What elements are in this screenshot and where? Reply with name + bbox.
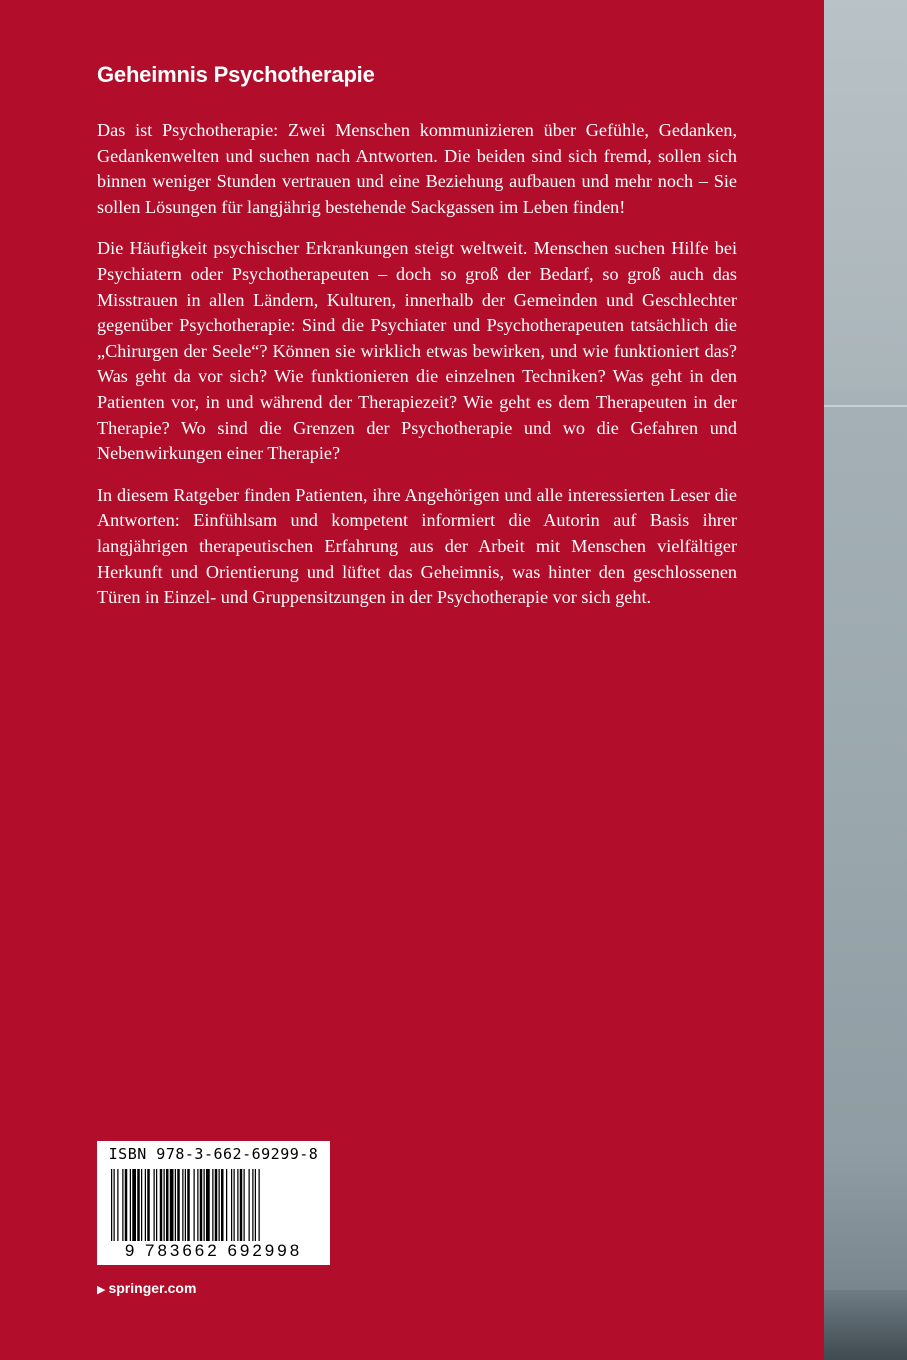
isbn-barcode <box>97 1141 330 1265</box>
blurb-paragraph-3: In diesem Ratgeber finden Patienten, ihre Angehörigen und alle interessierten Leser die Antworten: Einfühlsam und kompetent informiert die Autorin auf Basis ihrer langjährigen therapeutischen Erfahrung aus der Arbeit mit Menschen vielfältiger Herkunft und Orientierung und lüftet das Geheimnis, was hinter den geschlossenen Türen in Einzel- und Gruppensitzungen in der Psychotherapie vor sich geht. <box>97 484 737 608</box>
barcode-bar <box>164 1169 165 1241</box>
barcode-bar <box>200 1169 203 1241</box>
barcode-bar <box>122 1169 123 1241</box>
barcode-bar <box>177 1169 180 1241</box>
blurb-paragraph-1: Das ist Psychotherapie: Zwei Menschen kommunizieren über Gefühle, Gedanken, Gedankenwelten und suchen nach Antworten. Die beiden sind sich fremd, sollen sich binnen weniger Stunden vertrauen und eine Beziehung aufbauen und mehr noch – Sie sollen Lösungen für langjährig bestehende Sackgassen im Leben finden! <box>97 120 737 217</box>
barcode-bar <box>132 1169 136 1241</box>
barcode-bar <box>252 1169 253 1241</box>
barcode-bar <box>117 1169 118 1241</box>
barcode-bar <box>240 1169 243 1241</box>
cover-edge-photo <box>824 0 907 1360</box>
barcode-bar <box>212 1169 213 1241</box>
barcode-bar <box>125 1169 128 1241</box>
cover-edge-floor <box>824 1290 907 1360</box>
barcode-bar <box>147 1169 150 1241</box>
barcode-bar <box>244 1169 245 1241</box>
barcode-bar <box>194 1169 195 1241</box>
barcode-bar <box>187 1169 190 1241</box>
barcode-bar <box>234 1169 235 1241</box>
isbn-label: ISBN 978-3-662-69299-8 <box>108 1145 319 1163</box>
book-title: Geheimnis Psychotherapie <box>97 62 375 87</box>
barcode-bar <box>221 1169 224 1241</box>
barcode-bar <box>175 1169 176 1241</box>
cover-edge-horizon <box>824 405 907 407</box>
barcode-bar <box>206 1169 210 1241</box>
springer-link[interactable] <box>97 1280 196 1296</box>
springer-link-text: springer.com <box>108 1280 197 1296</box>
barcode-bar <box>145 1169 146 1241</box>
blurb <box>97 118 737 627</box>
barcode-bar <box>226 1169 227 1241</box>
barcode-bar <box>249 1169 250 1241</box>
barcode-bar <box>231 1169 232 1241</box>
barcode-bar <box>166 1169 169 1241</box>
barcode-bar <box>215 1169 218 1241</box>
barcode-bar <box>197 1169 198 1241</box>
barcode-bar <box>141 1169 142 1241</box>
barcode-bar <box>154 1169 155 1241</box>
barcode-bar <box>160 1169 163 1241</box>
play-arrow-icon: ▶ <box>97 1284 106 1296</box>
barcode-bar <box>114 1169 115 1241</box>
barcode-bar <box>259 1169 260 1241</box>
barcode-bar <box>219 1169 220 1241</box>
barcode-bar <box>170 1169 174 1241</box>
barcode-bar <box>137 1169 140 1241</box>
barcode-bar <box>130 1169 131 1241</box>
barcode-bar <box>156 1169 157 1241</box>
blurb-paragraph-2: Die Häufigkeit psychischer Erkrankungen steigt weltweit. Menschen suchen Hilfe bei Psychiatern oder Psychotherapeuten – doch so groß der Bedarf, so groß auch das Misstrauen in allen Ländern, Kulturen, innerhalb der Gemeinden und Geschlechter gegenüber Psychotherapie: Sind die Psychiater und Psychotherapeuten tatsächlich die „Chirurgen der Seele“? Können sie wirklich etwas bewirken, und wie funktioniert das? Was geht da vor sich? Wie funktionieren die einzelnen Techniken? Was geht in den Patienten vor, in und während der Therapiezeit? Wie geht es dem Therapeuten in der Therapie? Wo sind die Grenzen der Psychotherapie und wo die Gefahren und Nebenwirkungen einer Therapie? <box>97 238 737 464</box>
barcode-bar <box>111 1169 112 1241</box>
barcode-bar <box>204 1169 205 1241</box>
barcode-bar <box>182 1169 183 1241</box>
barcode-bar <box>237 1169 238 1241</box>
barcode-bar <box>255 1169 256 1241</box>
barcode-bars <box>111 1169 316 1241</box>
barcode-bar <box>185 1169 186 1241</box>
barcode-digits: 9 783662 692998 <box>124 1241 303 1260</box>
